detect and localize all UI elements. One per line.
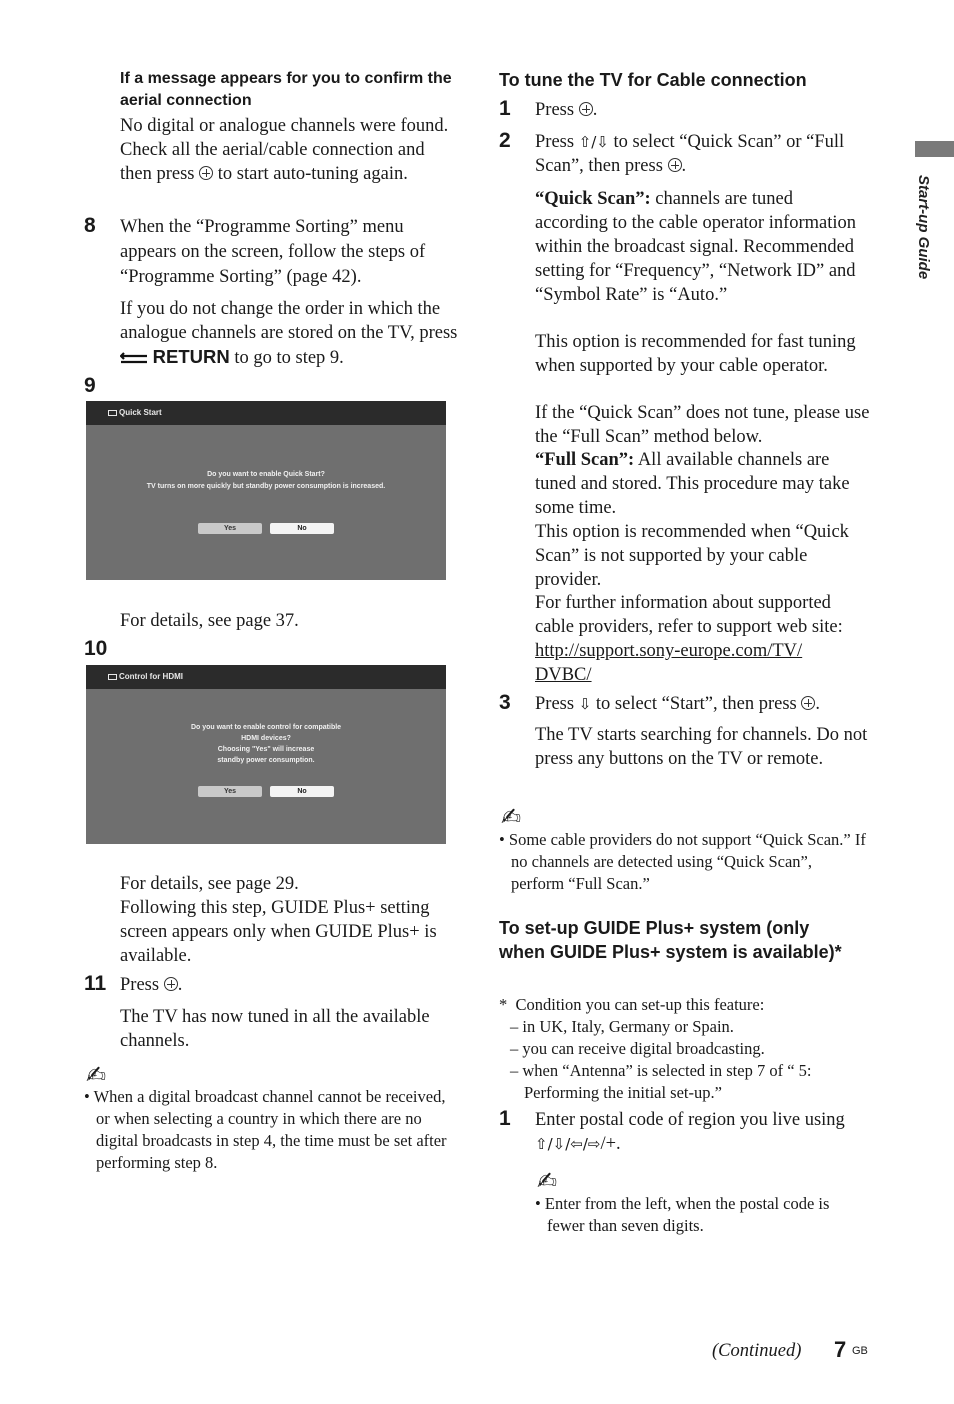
step-8-text: When the “Programme Sorting” menu appears on the screen, follow the steps of “Programme Sorting” (page 42).: [120, 217, 426, 287]
screen-message-2: HDMI devices?: [241, 735, 291, 742]
section-tab-marker: [915, 141, 954, 157]
step-11-press: Press .: [120, 975, 183, 995]
cable-step-number-1: 1: [499, 97, 511, 120]
step-10-details: For details, see page 29.: [120, 874, 299, 894]
yes-button[interactable]: Yes: [198, 523, 262, 534]
step-8-subtext: If you do not change the order in which the analogue channels are stored on the TV, press RETURN to go to step 9.: [120, 299, 458, 368]
page-number: 7: [834, 1337, 847, 1362]
section-label: Start-up Guide: [915, 175, 932, 280]
support-url-line-2[interactable]: DVBC/: [535, 665, 592, 685]
toolbox-icon: [108, 410, 117, 416]
enter-icon: [199, 166, 213, 180]
screen-message-4: standby power consumption.: [217, 757, 315, 764]
guide-step-number-1: 1: [499, 1107, 511, 1130]
support-info: For further information about supported cable providers, refer to support web site:: [535, 593, 843, 637]
guide-plus-conditions: * Condition you can set-up this feature: – in UK, Italy, Germany or Spain. – you can receive digital broadcasting. – when “Antenna” is selected in step 7 of “ 5: Performing the initial set-up.”: [499, 994, 869, 1104]
continued-label: (Continued): [712, 1341, 802, 1361]
down-arrow-icon: ⇩: [578, 695, 592, 713]
yes-button[interactable]: Yes: [198, 786, 262, 797]
enter-icon: [164, 977, 178, 991]
aerial-paragraph: No digital or analogue channels were found. Check all the aerial/cable connection and then press to start auto-tuning again.: [120, 116, 449, 184]
return-icon: [120, 348, 148, 362]
quick-start-screen: [86, 401, 446, 580]
support-url-line-1[interactable]: http://support.sony-europe.com/TV/: [535, 641, 803, 661]
quick-scan-fallback: If the “Quick Scan” does not tune, please use the “Full Scan” method below.: [535, 403, 870, 447]
step-10-guide-plus-note: Following this step, GUIDE Plus+ setting screen appears only when GUIDE Plus+ is available.: [120, 898, 437, 966]
quick-scan-recommendation: This option is recommended for fast tuning when supported by your cable operator.: [535, 332, 856, 376]
cable-step-1: Press .: [535, 100, 598, 120]
control-for-hdmi-screen: [86, 665, 446, 844]
page-suffix: GB: [852, 1345, 868, 1357]
screen-message-3: Choosing "Yes" will increase: [217, 746, 315, 753]
note-pencil-icon: ✍: [86, 1061, 107, 1089]
enter-icon: [579, 102, 593, 116]
step-number-10: 10: [84, 637, 108, 660]
aerial-heading: If a message appears for you to confirm the aerial connection: [120, 70, 452, 109]
screen-message-2: TV turns on more quickly but standby power consumption is increased.: [146, 483, 386, 490]
left-note: • When a digital broadcast channel cannot be received, or when selecting a country in which there are no digital broadcasts in step 4, the time must be set after performing step 8.: [84, 1086, 449, 1174]
cable-note: • Some cable providers do not support “Quick Scan.” If no channels are detected using “Quick Scan”, perform “Full Scan.”: [499, 829, 869, 895]
step-11-text: The TV has now tuned in all the available channels.: [120, 1007, 430, 1051]
cable-step-3: Press ⇩ to select “Start”, then press .: [535, 694, 821, 714]
screen-message-1: Do you want to enable Quick Start?: [207, 471, 325, 478]
step-9-details: For details, see page 37.: [120, 611, 299, 631]
enter-icon: [801, 696, 815, 710]
quick-scan-description: “Quick Scan”: channels are tuned according to the cable operator information within the broadcast signal. Recommended setting for “Frequency”, “Network ID” and “Symbol Rate” is “Auto.”: [535, 189, 857, 305]
full-scan-description: “Full Scan”: All available channels are tuned and stored. This procedure may take some time.: [535, 450, 850, 518]
no-button[interactable]: No: [270, 786, 334, 797]
support-link[interactable]: [535, 639, 870, 687]
step-number-11: 11: [84, 972, 107, 995]
cable-step-number-3: 3: [499, 691, 511, 714]
cable-step-number-2: 2: [499, 129, 511, 152]
no-button[interactable]: No: [270, 523, 334, 534]
cable-step-3-text: The TV starts searching for channels. Do not press any buttons on the TV or remote.: [535, 725, 868, 769]
cable-step-2: Press ⇧/⇩ to select “Quick Scan” or “Full Scan”, then press .: [535, 132, 845, 176]
cable-heading: To tune the TV for Cable connection: [499, 70, 807, 90]
step-number-9: 9: [84, 374, 96, 397]
step-number-8: 8: [84, 214, 96, 237]
direction-arrows-icon: ⇧/⇩/⇦/⇨: [535, 1135, 601, 1153]
screen-message-1: Do you want to enable control for compatible: [190, 724, 342, 731]
guide-step-1: Enter postal code of region you live using ⇧/⇩/⇦/⇨/+.: [535, 1110, 845, 1154]
postal-code-note: • Enter from the left, when the postal code is fewer than seven digits.: [535, 1193, 865, 1237]
enter-icon: [668, 158, 682, 172]
screen-title-bar: Control for HDMI: [86, 665, 446, 689]
note-pencil-icon: ✍: [537, 1167, 558, 1195]
screen-title-bar: Quick Start: [86, 401, 446, 425]
full-scan-recommendation: This option is recommended when “Quick Scan” is not supported by your cable provider.: [535, 522, 849, 590]
note-pencil-icon: ✍: [501, 803, 522, 831]
up-down-arrow-icon: ⇧/⇩: [578, 133, 609, 151]
guide-plus-heading: To set-up GUIDE Plus+ system (only when GUIDE Plus+ system is available)*: [499, 918, 842, 962]
toolbox-icon: [108, 674, 117, 680]
